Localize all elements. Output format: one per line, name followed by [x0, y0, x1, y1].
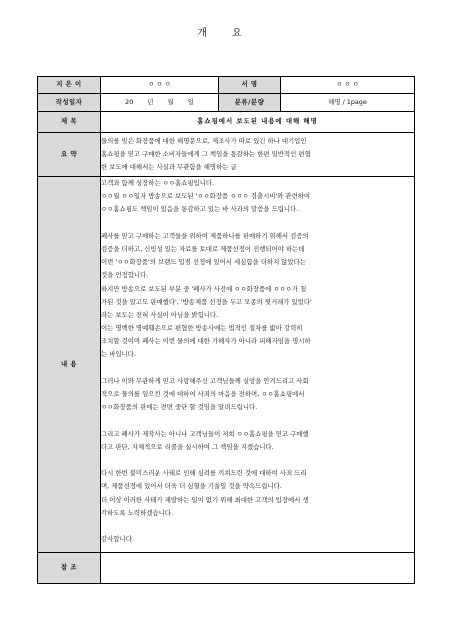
paragraph-gap	[101, 520, 414, 533]
content-line: 고객과 함께 성장하는 ㅇㅇ홈쇼핑입니다.	[101, 179, 215, 187]
content-text	[101, 177, 415, 553]
overview-form	[37, 76, 415, 584]
document-title: 개 요	[197, 28, 253, 39]
paragraph-gap	[101, 454, 414, 467]
content-line: 이번 'ㅇㅇ화장품'의 브랜드 입점 선정에 있어서 세심함을 더하지 않았다는	[101, 258, 306, 267]
summary-line: 한 보도에 대해서는 사실과 무관함을 해명하는 글	[101, 163, 237, 172]
reference-value	[101, 553, 415, 584]
content-line: 폐사를 믿고 구매하는 고객들을 위하여 제품하나를 판매하기 위해서 검증의	[101, 231, 309, 240]
paragraph-gap	[101, 362, 414, 375]
content-line: 검증을 더하고, 신빙성 있는 자료를 토대로 제품선정이 진행되어야 하는데	[101, 244, 305, 253]
content-line: 가된 것을 알고도 판매했다', '방송제품 선정을 두고 모종의 뒷거래가 있었다'	[101, 297, 312, 306]
content-line: 적으로 물의를 일으킨 것에 대하여 사죄의 마음을 전하며, ㅇㅇ홈쇼핑에서	[101, 390, 305, 398]
date-label: 작성일자	[38, 94, 101, 112]
category-label: 분류/분량	[219, 94, 281, 112]
paragraph-gap	[101, 217, 414, 230]
content-line: ㅇㅇ홈쇼핑도 책임이 있음을 통감하고 있는 바 사과의 말씀을 드립니다.	[101, 205, 299, 214]
content-line: 조치할 것이며 폐사는 이번 물의에 대한 가해자가 아니라 피해자임을 명시하	[101, 337, 311, 346]
author-value: ㅇ ㅇ ㅇ	[101, 77, 219, 94]
summary-line: 홈쇼핑을 믿고 구매한 소비자들에게 그 책임을 통감하는 한편 일반적인 편협	[101, 149, 311, 158]
reference-label: 참 조	[38, 553, 101, 584]
content-line: 그러나 이와 무관하게 믿고 사랑해주신 고객님들께 실망을 안겨드리고 사회	[101, 376, 309, 385]
content-line: 다고 판단, 자체적으로 리콜을 실시하여 그 책임을 지겠습니다.	[101, 442, 274, 451]
author-label: 지 은 이	[38, 77, 101, 94]
content-line: 다시 한번 불미스러운 사태로 인해 심려를 끼쳐드린 것에 대하여 사죄 드리	[101, 469, 307, 478]
subject-label: 제 목	[38, 112, 101, 133]
category-value: 해명 / 1page	[281, 94, 415, 112]
signature-label: 서 명	[219, 77, 281, 94]
summary-line: 물의를 빚은 화장품에 대한 해명문으로, 제조사가 따로 있긴 하나 대기업인	[101, 136, 307, 145]
date-value: 20 년 월 일	[101, 94, 219, 112]
summary-label: 요 약	[38, 133, 101, 177]
content-line: ㅇㅇ월 ㅇㅇ일자 방송으로 보도된 'ㅇㅇ화장품 ㅇㅇㅇ 검출시비'와 관련하여	[101, 192, 311, 201]
content-label: 내 용	[38, 177, 101, 553]
signature-value: ㅇ ㅇ ㅇ	[281, 77, 415, 94]
content-line: 감사합니다.	[101, 535, 134, 544]
summary-text	[101, 133, 415, 177]
content-line: 라는 보도는 전혀 사실이 아님을 밝힙니다.	[101, 310, 219, 319]
content-line: 더 이상 이러한 사태가 재발하는 일이 없기 위해 최대한 고객의 입장에서 생	[101, 495, 309, 504]
content-line: 는 바입니다.	[101, 350, 136, 359]
subject-value: 홈쇼핑에서 보도된 내용에 대해 해명	[101, 112, 415, 133]
content-line: 이는 명백한 명예훼손으로 편협한 방송사에는 법적인 절차를 밟아 강력히	[101, 324, 303, 333]
content-line: 하지만 방송으로 보도된 부분 중 '폐사가 사전에 ㅇㅇ화장품에 ㅇㅇㅇ가 첨	[101, 284, 307, 293]
paragraph-gap	[101, 414, 414, 427]
content-line: 그리고 폐사가 제작사는 아니나 고객님들이 저희 ㅇㅇ홈쇼핑을 믿고 구매했	[101, 429, 309, 438]
content-line: 며, 제품선정에 있어서 더욱 더 심혈을 기울일 것을 약속드립니다.	[101, 482, 282, 491]
content-line: 각하도록 노력하겠습니다.	[101, 508, 173, 517]
content-line: 것을 인정합니다.	[101, 271, 149, 280]
content-line: ㅇㅇ화장품의 판매는 전면 중단 할 것임을 알려드립니다.	[101, 403, 258, 412]
